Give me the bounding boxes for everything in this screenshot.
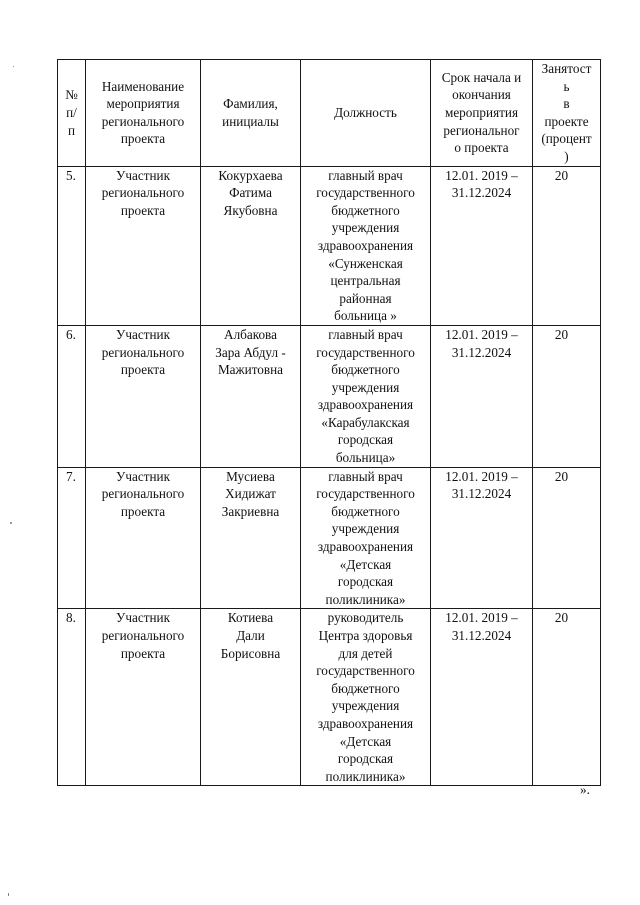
row-number: 6. bbox=[58, 325, 86, 467]
header-share: Занятост ь в проекте (процент ) bbox=[533, 60, 601, 167]
row-name: Котиева Дали Борисовна bbox=[201, 609, 301, 786]
row-share: 20 bbox=[533, 467, 601, 609]
project-participants-table bbox=[57, 59, 601, 786]
header-position: Должность bbox=[301, 60, 431, 167]
row-event: Участник регионального проекта bbox=[86, 166, 201, 325]
row-position: главный врач государственного бюджетного учреждения здравоохранения «Сунженская центральная районная больница » bbox=[301, 166, 431, 325]
row-event: Участник регионального проекта bbox=[86, 609, 201, 786]
header-event: Наименование мероприятия регионального проекта bbox=[86, 60, 201, 167]
row-position: руководитель Центра здоровья для детей государственного бюджетного учреждения здравоохранения «Детская городская поликлиника» bbox=[301, 609, 431, 786]
row-share: 20 bbox=[533, 609, 601, 786]
row-share: 20 bbox=[533, 166, 601, 325]
row-name: Кокурхаева Фатима Якубовна bbox=[201, 166, 301, 325]
row-number: 5. bbox=[58, 166, 86, 325]
row-name: Албакова Зара Абдул - Мажитовна bbox=[201, 325, 301, 467]
row-period: 12.01. 2019 – 31.12.2024 bbox=[431, 609, 533, 786]
table-header-row bbox=[58, 60, 601, 167]
row-number: 8. bbox=[58, 609, 86, 786]
row-period: 12.01. 2019 – 31.12.2024 bbox=[431, 166, 533, 325]
row-number: 7. bbox=[58, 467, 86, 609]
scan-speck bbox=[8, 893, 9, 896]
header-number: № п/ п bbox=[58, 60, 86, 167]
row-period: 12.01. 2019 – 31.12.2024 bbox=[431, 325, 533, 467]
row-name: Мусиева Хидижат Закриевна bbox=[201, 467, 301, 609]
closing-quote-mark: ». bbox=[580, 782, 590, 797]
row-share: 20 bbox=[533, 325, 601, 467]
table-row bbox=[58, 325, 601, 467]
header-period: Срок начала и окончания мероприятия региональног о проекта bbox=[431, 60, 533, 167]
header-name: Фамилия, инициалы bbox=[201, 60, 301, 167]
table-row bbox=[58, 166, 601, 325]
row-event: Участник регионального проекта bbox=[86, 467, 201, 609]
table-row bbox=[58, 609, 601, 786]
row-position: главный врач государственного бюджетного учреждения здравоохранения «Карабулакская городская больница» bbox=[301, 325, 431, 467]
table-row bbox=[58, 467, 601, 609]
row-period: 12.01. 2019 – 31.12.2024 bbox=[431, 467, 533, 609]
row-position: главный врач государственного бюджетного учреждения здравоохранения «Детская городская поликлиника» bbox=[301, 467, 431, 609]
row-event: Участник регионального проекта bbox=[86, 325, 201, 467]
scan-speck bbox=[10, 522, 12, 524]
scan-speck bbox=[13, 66, 14, 67]
